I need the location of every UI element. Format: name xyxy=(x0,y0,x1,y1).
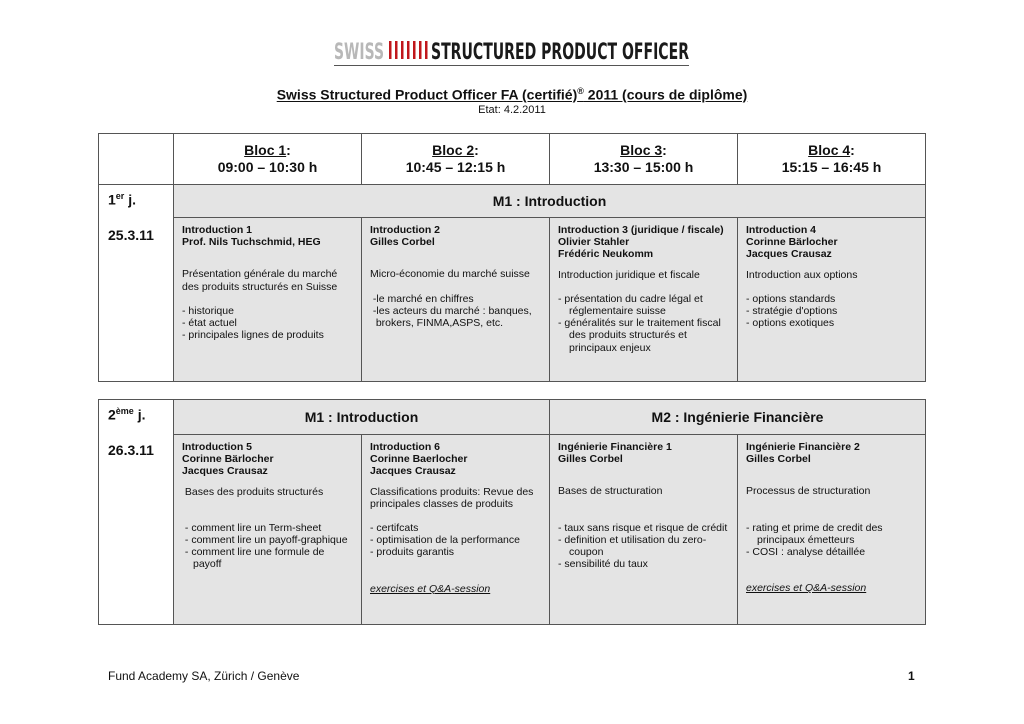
day-label: 1er j. 25.3.11 xyxy=(99,185,174,382)
day-label: 2ème j. 26.3.11 xyxy=(99,400,174,625)
course-cell: Introduction 6 Corinne Baerlocher Jacques Crausaz Classifications produits: Revue des principales classes de produits - certifcats - optimisation de la performance - produits garantis exercises et Q&A-session xyxy=(362,435,550,625)
course-cell: Introduction 3 (juridique / fiscale) Olivier Stahler Frédéric Neukomm Introduction juridique et fiscale - présentation du cadre légal et réglementaire suisse - généralités sur le traitement fiscal des produits structurés et principaux enjeux xyxy=(550,218,738,382)
bloc-header-4: Bloc 4: 15:15 – 16:45 h xyxy=(738,134,926,185)
course-cell: Introduction 1 Prof. Nils Tuchschmid, HEG Présentation générale du marché des produits structurés en Suisse - historique - état actuel - principales lignes de produits xyxy=(174,218,362,382)
corner-cell xyxy=(99,134,174,185)
footer-company: Fund Academy SA, Zürich / Genève xyxy=(108,669,300,683)
bloc-header-3: Bloc 3: 13:30 – 15:00 h xyxy=(550,134,738,185)
bloc-header-2: Bloc 2: 10:45 – 12:15 h xyxy=(362,134,550,185)
document-title: Swiss Structured Product Officer FA (certifié)® 2011 (cours de diplôme) xyxy=(276,86,748,103)
day-date: 26.3.11 xyxy=(108,441,154,458)
exercises-note: exercises et Q&A-session xyxy=(370,582,491,595)
bloc-header-1: Bloc 1: 09:00 – 10:30 h xyxy=(174,134,362,185)
logo-bars xyxy=(389,41,428,59)
logo xyxy=(334,36,690,64)
exercises-note: exercises et Q&A-session xyxy=(746,582,867,595)
course-cell: Introduction 2 Gilles Corbel Micro-économie du marché suisse -le marché en chiffres -les acteurs du marché : banques, brokers, FINMA,ASPS, etc. xyxy=(362,218,550,382)
document-status-date: Etat: 4.2.2011 xyxy=(478,104,546,116)
course-cell: Ingénierie Financière 1 Gilles Corbel Bases de structuration - taux sans risque et risque de crédit - definition et utilisation du zero-coupon - sensibilité du taux xyxy=(550,435,738,625)
page-number: 1 xyxy=(908,669,915,683)
course-cell: Ingénierie Financière 2 Gilles Corbel Processus de structuration - rating et prime de credit des principaux émetteurs - COSI : analyse détaillée exercises et Q&A-session xyxy=(738,435,926,625)
module-header: M2 : Ingénierie Financière xyxy=(550,400,926,435)
day-date: 25.3.11 xyxy=(108,226,154,243)
course-cell: Introduction 4 Corinne Bärlocher Jacques Crausaz Introduction aux options - options standards - stratégie d'options - options exotiques xyxy=(738,218,926,382)
schedule-table-day-1 xyxy=(98,133,926,382)
module-header: M1 : Introduction xyxy=(174,400,550,435)
course-cell: Introduction 5 Corinne Bärlocher Jacques Crausaz Bases des produits structurés - comment lire un Term-sheet - comment lire un payoff-graphique - comment lire une formule de payoff xyxy=(174,435,362,625)
logo-text-right: STRUCTURED PRODUCT OFFICER xyxy=(431,40,690,65)
schedule-table-day-2 xyxy=(98,399,926,625)
module-header: M1 : Introduction xyxy=(174,185,926,218)
logo-rule xyxy=(334,65,689,66)
logo-text-left: SWISS xyxy=(334,40,384,65)
